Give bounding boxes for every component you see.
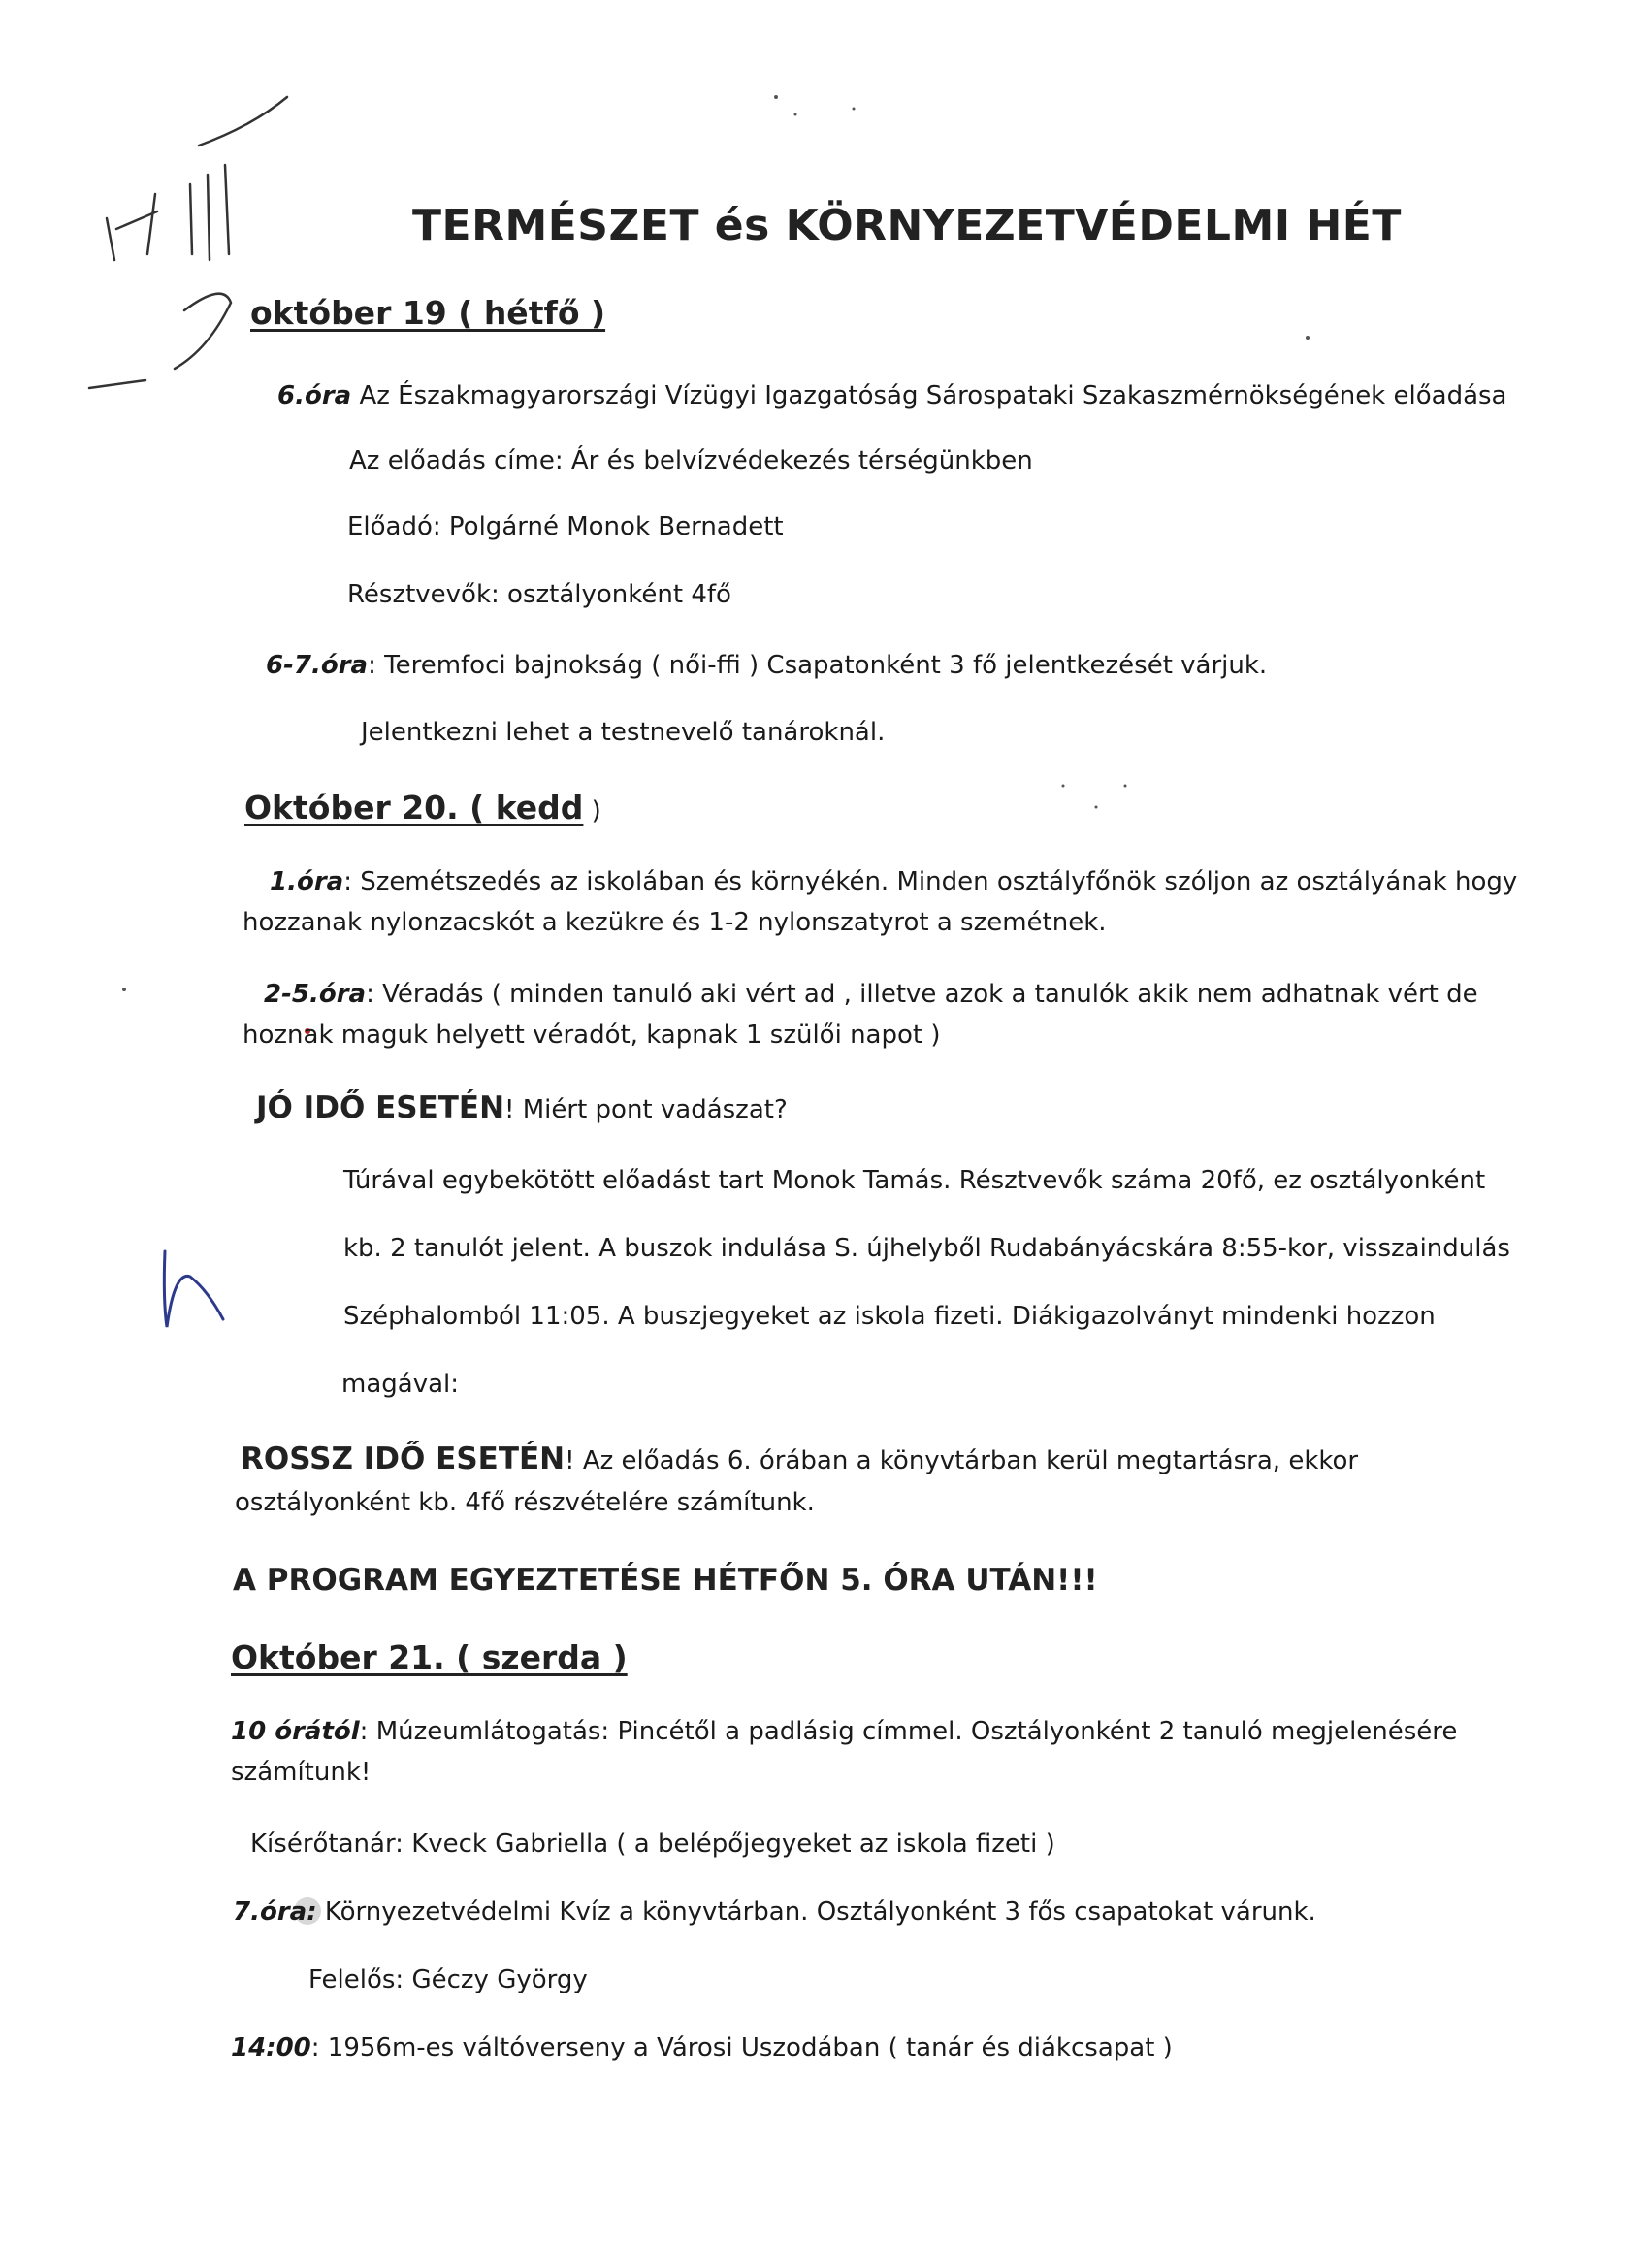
- day2-heading: Október 20. ( kedd: [244, 789, 584, 826]
- day2-heading-line: [244, 788, 601, 828]
- day2-item1-line2: hozzanak nylonzacskót a kezükre és 1-2 nylonszatyrot a szemétnek.: [242, 908, 1107, 937]
- day1-heading: október 19 ( hétfő ): [250, 294, 606, 332]
- day3-item1-escort: Kísérőtanár: Kveck Gabriella ( a belépőjegyeket az iskola fizeti ): [250, 1830, 1055, 1859]
- good-weather-title: ! Miért pont vadászat?: [504, 1095, 788, 1124]
- day3-item2: [233, 1895, 1316, 1928]
- bad-weather-text-2: osztályonként kb. 4fő részvételére számítunk.: [235, 1488, 815, 1517]
- day2-item2-line2: hoznak maguk helyett véradót, kapnak 1 szülői napot ): [242, 1021, 941, 1050]
- day2-item2-time: 2-5.óra: [264, 980, 367, 1009]
- day3-item1-text: : Múzeumlátogatás: Pincétől a padlásig címmel. Osztályonként 2 tanuló megjelenésére: [359, 1717, 1458, 1746]
- day2-item2-line1: [264, 978, 1478, 1011]
- day3-item1-line2: számítunk!: [231, 1758, 372, 1787]
- day2-item1-text: : Szemétszedés az iskolában és környékén. Minden osztályfőnök szóljon az osztályának hogy: [343, 867, 1518, 896]
- day3-item2-time: 7.óra:: [233, 1897, 317, 1927]
- day3-item3: [231, 2031, 1173, 2064]
- day2-item1-time: 1.óra: [270, 867, 344, 896]
- page-title: TERMÉSZET és KÖRNYEZETVÉDELMI HÉT: [412, 201, 1402, 250]
- bad-weather-label: ROSSZ IDŐ ESETÉN: [241, 1442, 566, 1476]
- day1-item2: [266, 649, 1267, 682]
- good-weather-line: [256, 1088, 788, 1127]
- good-weather-text-4: magával:: [341, 1370, 459, 1399]
- day3-item2-responsible: Felelős: Géczy György: [308, 1965, 588, 1994]
- good-weather-text-3: Széphalomból 11:05. A buszjegyeket az iskola fizeti. Diákigazolványt mindenki hozzon: [343, 1302, 1436, 1331]
- day1-item1-time: 6.óra: [277, 381, 352, 410]
- day1-item1-participants: Résztvevők: osztályonként 4fő: [347, 580, 731, 609]
- day1-item2-time: 6-7.óra: [266, 651, 369, 680]
- day1-item2-note: Jelentkezni lehet a testnevelő tanároknál.: [361, 718, 886, 747]
- program-notice: A PROGRAM EGYEZTETÉSE HÉTFŐN 5. ÓRA UTÁN!!!: [233, 1563, 1098, 1598]
- day1-item2-text: : Teremfoci bajnokság ( női-ffi ) Csapatonként 3 fő jelentkezését várjuk.: [368, 651, 1268, 680]
- day3-item3-time: 14:00: [231, 2033, 311, 2062]
- bad-weather-line: [241, 1440, 1358, 1478]
- good-weather-text-1: Túrával egybekötött előadást tart Monok Tamás. Résztvevők száma 20fő, ez osztályonként: [343, 1166, 1486, 1195]
- bad-weather-text-1: ! Az előadás 6. órában a könyvtárban kerül megtartásra, ekkor: [565, 1446, 1359, 1475]
- good-weather-text-2: kb. 2 tanulót jelent. A buszok indulása S. újhelyből Rudabányácskára 8:55-kor, visszaindulás: [343, 1234, 1510, 1263]
- day1-item1-speaker: Előadó: Polgárné Monok Bernadett: [347, 512, 784, 541]
- day3-item2-text: Környezetvédelmi Kvíz a könyvtárban. Osztályonként 3 fős csapatokat várunk.: [316, 1897, 1316, 1927]
- day1-item1-text: Az Északmagyarországi Vízügyi Igazgatóság Sárospataki Szakaszmérnökségének előadása: [351, 381, 1507, 410]
- day1-item1: [277, 379, 1506, 412]
- day1-item1-title: Az előadás címe: Ár és belvízvédekezés térségünkben: [349, 446, 1033, 475]
- good-weather-label: JÓ IDŐ ESETÉN: [256, 1090, 505, 1125]
- day3-item1-line1: [231, 1715, 1457, 1748]
- day2-item1-line1: [270, 865, 1517, 898]
- day2-item2-text: : Véradás ( minden tanuló aki vért ad , illetve azok a tanulók akik nem adhatnak vért de: [366, 980, 1478, 1009]
- day3-heading: Október 21. ( szerda ): [231, 1638, 628, 1676]
- day3-item3-text: : 1956m-es váltóverseny a Városi Uszodában ( tanár és diákcsapat ): [310, 2033, 1173, 2062]
- day3-item1-time: 10 órától: [231, 1717, 360, 1746]
- day2-heading-tail: ): [583, 796, 601, 826]
